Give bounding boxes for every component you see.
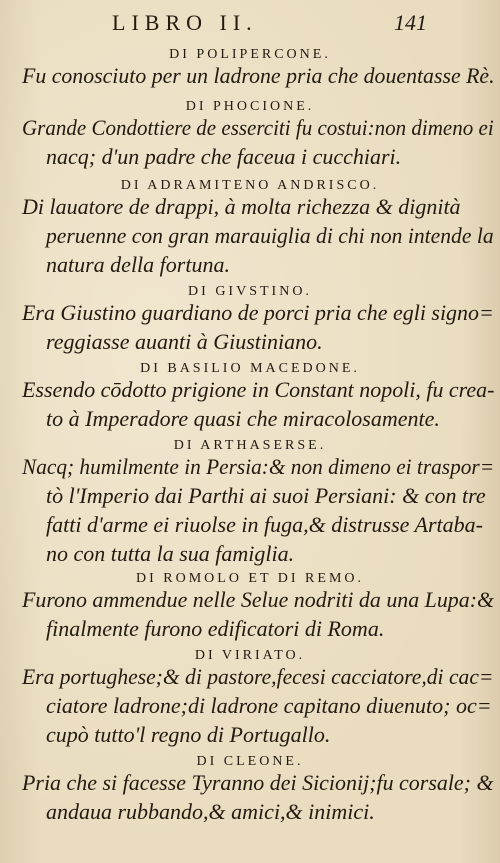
entry-text-line: Era Giustino guardiano de porci pria che egli signo= xyxy=(22,300,494,325)
entry-text-line: Era portughese;& di pastore,fecesi cacciatore,di cac= xyxy=(22,664,494,689)
page-number: 141 xyxy=(394,10,427,35)
entry-heading: DI POLIPERCONE. xyxy=(169,47,331,62)
entry-text-line: tò l'Imperio dai Parthi ai suoi Persiani: & con tre xyxy=(46,483,486,508)
entry-heading: DI CLEONE. xyxy=(196,754,304,769)
entry-text-line: peruenne con gran marauiglia di chi non intende la xyxy=(46,223,494,248)
entry-text-line: Di lauatore de drappi, à molta richezza & dignità xyxy=(22,194,461,219)
entry-text-line: fatti d'arme ei riuolse in fuga,& distrusse Artaba- xyxy=(46,512,483,537)
entry-text-line: reggiasse auanti à Giustiniano. xyxy=(46,329,323,354)
entry-text-line: ciatore ladrone;di ladrone capitano diuenuto; oc= xyxy=(46,693,492,718)
page-header xyxy=(0,6,500,40)
entry-heading: DI GIVSTINO. xyxy=(188,284,312,299)
entry-text-line: Furono ammendue nelle Selue nodriti da una Lupa:& xyxy=(22,587,495,612)
entry-text-line: andaua rubbando,& amici,& inimici. xyxy=(46,799,375,824)
entry-text-line: natura della fortuna. xyxy=(46,252,230,277)
entry-heading: DI VIRIATO. xyxy=(194,648,306,663)
entry-heading: DI ADRAMITENO ANDRISCO. xyxy=(120,178,380,193)
entry-text-line: no con tutta la sua famiglia. xyxy=(46,541,295,566)
entry-heading: DI ROMOLO ET DI REMO. xyxy=(135,571,364,586)
entry-text-line: nacq; d'un padre che faceua i cucchiari. xyxy=(46,144,402,169)
running-head: LIBRO II. xyxy=(112,10,258,35)
entry-text-line: finalmente furono edificatori di Roma. xyxy=(46,616,385,641)
entry-text-line: Nacq; humilmente in Persia:& non dimeno ei traspor= xyxy=(22,454,495,479)
entry-heading: DI PHOCIONE. xyxy=(185,99,315,114)
entry-text-line: cupò tutto'l regno di Portugallo. xyxy=(46,722,331,747)
entry-text-line: to à Imperadore quasi che miracolosamente. xyxy=(46,406,440,431)
entry-text-line: Fu conosciuto per un ladrone pria che douentasse Rè. xyxy=(22,63,495,88)
entry-text-line: Essendo cōdotto prigione in Constant nopoli, fu crea- xyxy=(22,377,495,402)
entry-text-line: Grande Condottiere de esserciti fu costui:non dimeno ei xyxy=(22,115,494,140)
entry-heading: DI BASILIO MACEDONE. xyxy=(140,361,360,376)
entry-text-line: Pria che si facesse Tyranno dei Sicionij;fu corsale; & xyxy=(22,770,494,795)
entry-heading: DI ARTHASERSE. xyxy=(173,438,327,453)
